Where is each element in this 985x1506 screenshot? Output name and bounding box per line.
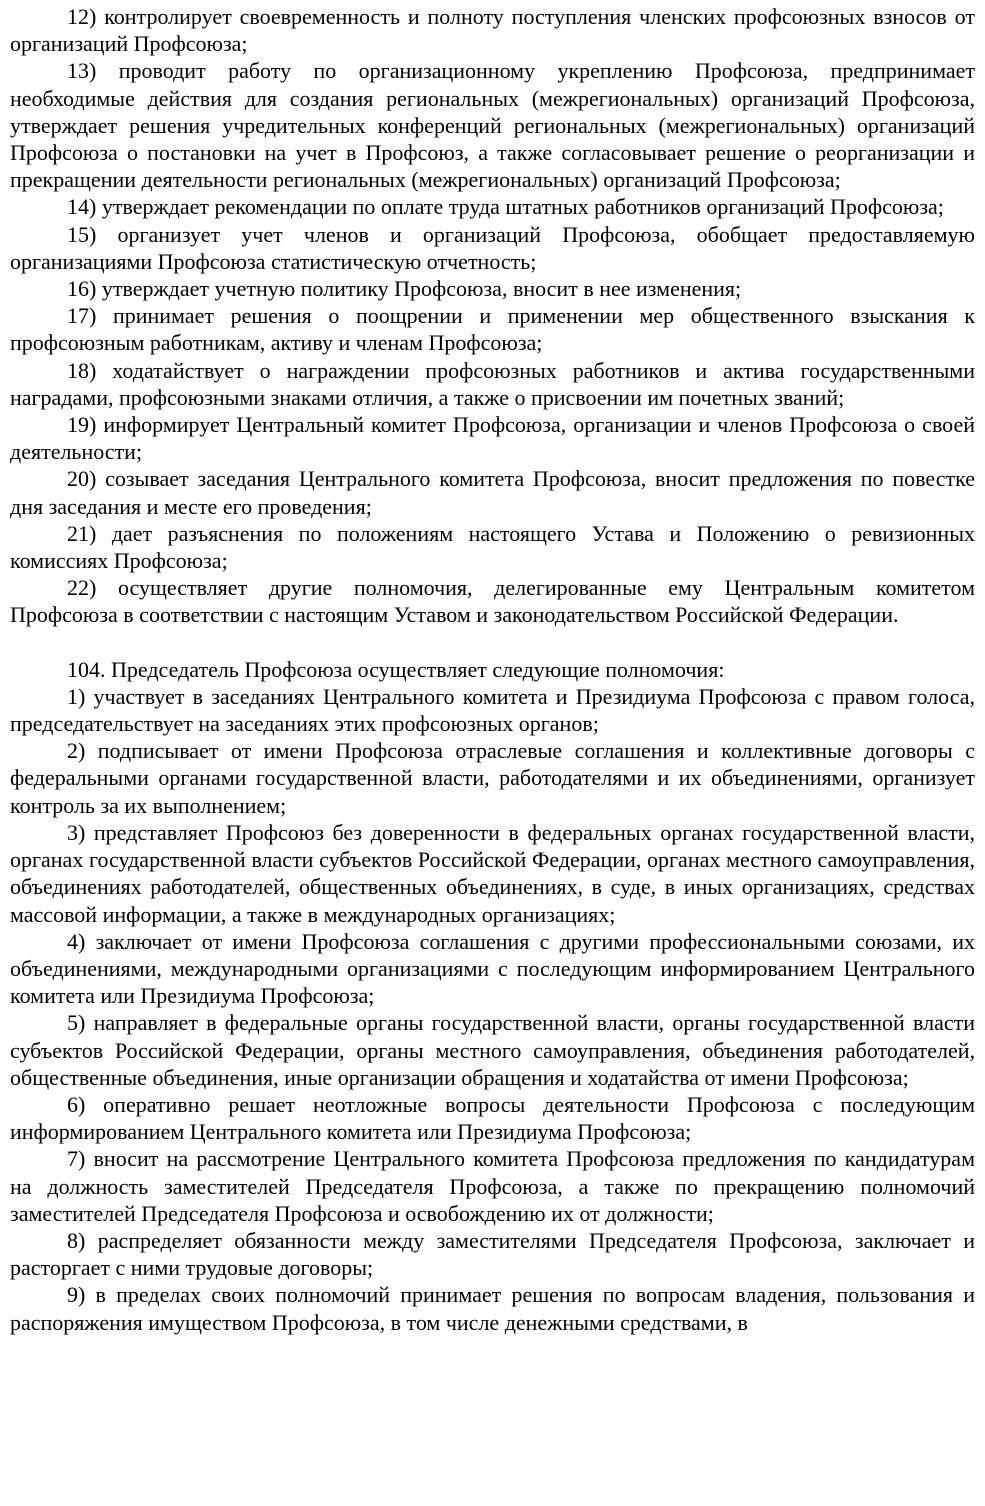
list-item: 4) заключает от имени Профсоюза соглашения с другими профессиональными союзами, их объединениями, международными организациями с последующим информированием Центрального комитета или Президиума Профсоюза;: [10, 928, 975, 1009]
list-item: 21) дает разъяснения по положениям настоящего Устава и Положению о ревизионных комиссиях Профсоюза;: [10, 520, 975, 574]
list-item: 3) представляет Профсоюз без доверенности в федеральных органах государственной власти, органах государственной власти субъектов Российской Федерации, органах местного самоуправления, объединениях работодателей, общественных объединениях, в суде, в иных организациях, средствах массовой информации, а также в международных организациях;: [10, 819, 975, 927]
list-item: 12) контролирует своевременность и полноту поступления членских профсоюзных взносов от организаций Профсоюза;: [10, 4, 975, 57]
list-item: 17) принимает решения о поощрении и применении мер общественного взыскания к профсоюзным работникам, активу и членам Профсоюза;: [10, 303, 975, 356]
list-item: 9) в пределах своих полномочий принимает решения по вопросам владения, пользования и распоряжения имуществом Профсоюза, в том числе денежными средствами, в: [10, 1282, 975, 1335]
list-item: 6) оперативно решает неотложные вопросы деятельности Профсоюза с последующим информированием Центрального комитета или Президиума Профсоюза;: [10, 1091, 975, 1145]
list-item: 20) созывает заседания Центрального комитета Профсоюза, вносит предложения по повестке дня заседания и месте его проведения;: [10, 466, 975, 519]
list-item: 13) проводит работу по организационному укреплению Профсоюза, предпринимает необходимые действия для создания региональных (межрегиональных) организаций Профсоюза, утверждает решения учредительных конференций региональных (межрегиональных) организаций Профсоюза о постановки на учет в Профсоюз, а также согласовывает решение о реорганизации и прекращении деятельности региональных (межрегиональных) организаций Профсоюза;: [10, 58, 975, 193]
list-item: 2) подписывает от имени Профсоюза отраслевые соглашения и коллективные договоры с федеральными органами государственной власти, работодателями и их объединениями, организует контроль за их выполнением;: [10, 738, 975, 818]
list-item: 14) утверждает рекомендации по оплате труда штатных работников организаций Профсоюза;: [67, 194, 944, 220]
list-item: 19) информирует Центральный комитет Профсоюза, организации и членов Профсоюза о своей деятельности;: [10, 412, 975, 465]
list-item: 7) вносит на рассмотрение Центрального комитета Профсоюза предложения по кандидатурам на должность заместителей Председателя Профсоюза, а также по прекращению полномочий заместителей Председателя Профсоюза и освобождению их от должности;: [10, 1146, 975, 1226]
list-item: 22) осуществляет другие полномочия, делегированные ему Центральным комитетом Профсоюза в соответствии с настоящим Уставом и законодательством Российской Федерации.: [10, 575, 975, 628]
list-item: 1) участвует в заседаниях Центрального комитета и Президиума Профсоюза с правом голоса, председательствует на заседаниях этих профсоюзных органов;: [10, 683, 975, 737]
list-item: 18) ходатайствует о награждении профсоюзных работников и актива государственными наградами, профсоюзными знаками отличия, а также о присвоении им почетных званий;: [10, 357, 975, 410]
list-item: 15) организует учет членов и организаций Профсоюза, обобщает предоставляемую организациями Профсоюза статистическую отчетность;: [10, 221, 975, 274]
section-heading: 104. Председатель Профсоюза осуществляет следующие полномочия:: [67, 656, 725, 682]
list-item: 5) направляет в федеральные органы государственной власти, органы государственной власти субъектов Российской Федерации, органы местного самоуправления, объединения работодателей, общественные объединения, иные организации обращения и ходатайства от имени Профсоюза;: [10, 1010, 975, 1090]
list-item: 8) распределяет обязанности между заместителями Председателя Профсоюза, заключает и расторгает с ними трудовые договоры;: [10, 1227, 975, 1281]
list-item: 16) утверждает учетную политику Профсоюза, вносит в нее изменения;: [67, 276, 742, 302]
